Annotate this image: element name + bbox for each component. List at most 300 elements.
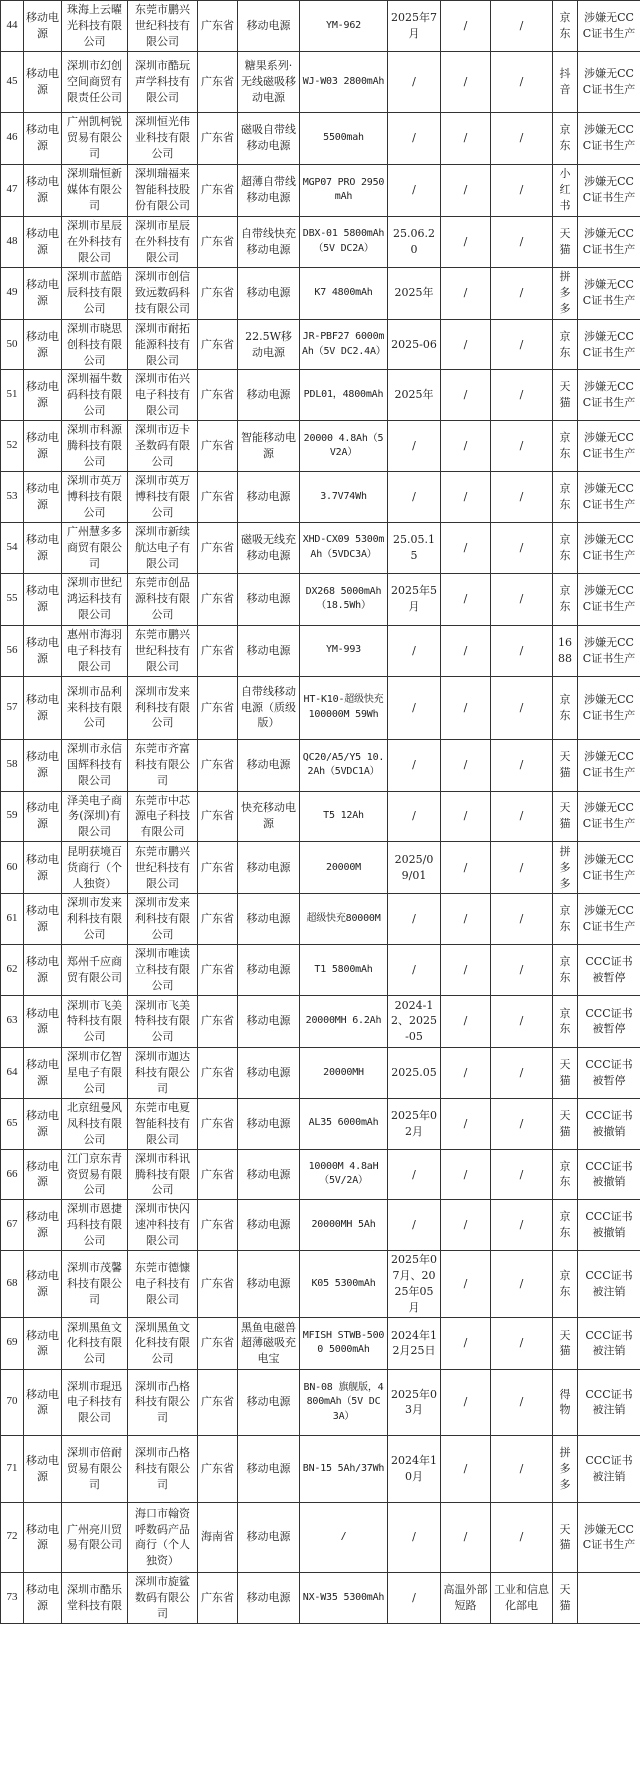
province-cell: 广东省 xyxy=(198,894,238,945)
model-spec-cell: WJ-W03 2800mAh xyxy=(300,51,388,112)
seller-name-cell: 泽美电子商务(深圳)有限公司 xyxy=(62,791,128,842)
platform-cell: 天猫 xyxy=(553,1572,578,1623)
production-date-cell: 2024年10月 xyxy=(388,1435,441,1502)
table-row xyxy=(1,51,640,112)
seller-name-cell: 深圳市酷乐堂科技有限 xyxy=(62,1572,128,1623)
seller-name-cell: 广州慧多多商贸有限公司 xyxy=(62,522,128,573)
test-agency-cell: / xyxy=(491,676,553,739)
manufacturer-name-cell: 东莞市创品源科技有限公司 xyxy=(128,573,198,625)
product-name-cell: 移动电源 xyxy=(24,216,62,267)
seller-name-cell: 广州亮川贸易有限公司 xyxy=(62,1502,128,1572)
table-row xyxy=(1,894,640,945)
product-category-cell: 移动电源 xyxy=(238,1149,300,1200)
product-category-cell: 移动电源 xyxy=(238,842,300,894)
remark-cell: 涉嫌无CCC证书生产 xyxy=(578,1,640,52)
product-category-cell: 自带线快充移动电源 xyxy=(238,216,300,267)
production-date-cell: / xyxy=(388,472,441,523)
seller-name-cell: 深圳市琨迅电子科技有限公司 xyxy=(62,1369,128,1435)
platform-cell: 天猫 xyxy=(553,1317,578,1369)
product-category-cell: 移动电源 xyxy=(238,472,300,523)
row-number-cell: 47 xyxy=(1,164,24,216)
remark-cell: CCC证书被暂停 xyxy=(578,945,640,996)
model-spec-cell: 20000M xyxy=(300,842,388,894)
failed-item-cell: / xyxy=(441,1098,491,1149)
row-number-cell: 69 xyxy=(1,1317,24,1369)
platform-cell: 1688 xyxy=(553,625,578,676)
province-cell: 广东省 xyxy=(198,522,238,573)
table-row xyxy=(1,945,640,996)
manufacturer-name-cell: 深圳市酷玩声学科技有限公司 xyxy=(128,51,198,112)
province-cell: 广东省 xyxy=(198,1572,238,1623)
failed-item-cell: / xyxy=(441,319,491,370)
product-category-cell: 移动电源 xyxy=(238,1502,300,1572)
platform-cell: 京东 xyxy=(553,1149,578,1200)
province-cell: 广东省 xyxy=(198,51,238,112)
production-date-cell: 2025年07月、2025年05月 xyxy=(388,1251,441,1318)
failed-item-cell: / xyxy=(441,842,491,894)
seller-name-cell: 郑州千应商贸有限公司 xyxy=(62,945,128,996)
product-category-cell: 移动电源 xyxy=(238,739,300,791)
test-agency-cell: / xyxy=(491,1317,553,1369)
product-name-cell: 移动电源 xyxy=(24,842,62,894)
platform-cell: 拼多多 xyxy=(553,1435,578,1502)
model-spec-cell: 3.7V74Wh xyxy=(300,472,388,523)
seller-name-cell: 深圳市品利来科技有限公司 xyxy=(62,676,128,739)
manufacturer-name-cell: 深圳市佑兴电子科技有限公司 xyxy=(128,370,198,421)
model-spec-cell: / xyxy=(300,1502,388,1572)
manufacturer-name-cell: 深圳市迈卡圣数码有限公司 xyxy=(128,421,198,472)
model-spec-cell: 10000M 4.8aH（5V/2A） xyxy=(300,1149,388,1200)
row-number-cell: 45 xyxy=(1,51,24,112)
production-date-cell: / xyxy=(388,1149,441,1200)
platform-cell: 天猫 xyxy=(553,1098,578,1149)
model-spec-cell: NX-W35 5300mAh xyxy=(300,1572,388,1623)
province-cell: 广东省 xyxy=(198,676,238,739)
model-spec-cell: T5 12Ah xyxy=(300,791,388,842)
seller-name-cell: 深圳市亿智星电子有限公司 xyxy=(62,1047,128,1098)
manufacturer-name-cell: 深圳市英万博科技有限公司 xyxy=(128,472,198,523)
manufacturer-name-cell: 深圳市科讯腾科技有限公司 xyxy=(128,1149,198,1200)
table-row xyxy=(1,1251,640,1318)
row-number-cell: 46 xyxy=(1,112,24,164)
failed-item-cell: / xyxy=(441,739,491,791)
product-name-cell: 移动电源 xyxy=(24,739,62,791)
manufacturer-name-cell: 深圳市发来利科技有限公司 xyxy=(128,894,198,945)
test-agency-cell: / xyxy=(491,739,553,791)
table-row xyxy=(1,370,640,421)
model-spec-cell: AL35 6000mAh xyxy=(300,1098,388,1149)
table-row xyxy=(1,1369,640,1435)
product-name-cell: 移动电源 xyxy=(24,164,62,216)
manufacturer-name-cell: 东莞市鹏兴世纪科技有限公司 xyxy=(128,1,198,52)
product-name-cell: 移动电源 xyxy=(24,319,62,370)
failed-item-cell: / xyxy=(441,1251,491,1318)
platform-cell: 天猫 xyxy=(553,216,578,267)
table-row xyxy=(1,1572,640,1623)
failed-item-cell: / xyxy=(441,1317,491,1369)
seller-name-cell: 深圳市科源腾科技有限公司 xyxy=(62,421,128,472)
platform-cell: 天猫 xyxy=(553,1047,578,1098)
model-spec-cell: DBX-01 5800mAh（5V DC2A） xyxy=(300,216,388,267)
remark-cell: 涉嫌无CCC证书生产 xyxy=(578,370,640,421)
seller-name-cell: 深圳市星辰在外科技有限公司 xyxy=(62,216,128,267)
failed-item-cell: / xyxy=(441,1149,491,1200)
province-cell: 广东省 xyxy=(198,1047,238,1098)
test-agency-cell: / xyxy=(491,164,553,216)
production-date-cell: 2025年03月 xyxy=(388,1369,441,1435)
test-agency-cell: / xyxy=(491,1098,553,1149)
seller-name-cell: 深圳市幻创空间商贸有限责任公司 xyxy=(62,51,128,112)
manufacturer-name-cell: 深圳恒光伟业科技有限公司 xyxy=(128,112,198,164)
test-agency-cell: / xyxy=(491,791,553,842)
platform-cell: 京东 xyxy=(553,1251,578,1318)
province-cell: 广东省 xyxy=(198,1098,238,1149)
manufacturer-name-cell: 深圳市旋鲨数码有限公司 xyxy=(128,1572,198,1623)
remark-cell: 涉嫌无CCC证书生产 xyxy=(578,573,640,625)
manufacturer-name-cell: 海口市翰资呼数码产品商行（个人独资） xyxy=(128,1502,198,1572)
failed-item-cell: / xyxy=(441,791,491,842)
model-spec-cell: MFISH STWB-5000 5000mAh xyxy=(300,1317,388,1369)
table-row xyxy=(1,112,640,164)
province-cell: 广东省 xyxy=(198,995,238,1047)
product-name-cell: 移动电源 xyxy=(24,1572,62,1623)
platform-cell: 京东 xyxy=(553,894,578,945)
row-number-cell: 73 xyxy=(1,1572,24,1623)
province-cell: 广东省 xyxy=(198,267,238,319)
failed-item-cell: / xyxy=(441,112,491,164)
seller-name-cell: 江门京东青资贸易有限公司 xyxy=(62,1149,128,1200)
platform-cell: 京东 xyxy=(553,1,578,52)
production-date-cell: 2025-06 xyxy=(388,319,441,370)
row-number-cell: 68 xyxy=(1,1251,24,1318)
model-spec-cell: 超级快充80000M xyxy=(300,894,388,945)
test-agency-cell: / xyxy=(491,51,553,112)
manufacturer-name-cell: 东莞市中芯源电子科技有限公司 xyxy=(128,791,198,842)
failed-item-cell: / xyxy=(441,1435,491,1502)
production-date-cell: 2025年5月 xyxy=(388,573,441,625)
product-category-cell: 移动电源 xyxy=(238,1200,300,1251)
remark-cell: 涉嫌无CCC证书生产 xyxy=(578,216,640,267)
remark-cell: 涉嫌无CCC证书生产 xyxy=(578,51,640,112)
province-cell: 广东省 xyxy=(198,1435,238,1502)
product-category-cell: 移动电源 xyxy=(238,573,300,625)
product-name-cell: 移动电源 xyxy=(24,625,62,676)
failed-item-cell: / xyxy=(441,370,491,421)
row-number-cell: 57 xyxy=(1,676,24,739)
product-category-cell: 自带线移动电源（质级版） xyxy=(238,676,300,739)
failed-item-cell: / xyxy=(441,216,491,267)
model-spec-cell: HT-K10-超级快充100000M 59Wh xyxy=(300,676,388,739)
product-category-cell: 移动电源 xyxy=(238,625,300,676)
province-cell: 广东省 xyxy=(198,421,238,472)
test-agency-cell: / xyxy=(491,267,553,319)
table-row xyxy=(1,625,640,676)
remark-cell: CCC证书被注销 xyxy=(578,1435,640,1502)
platform-cell: 天猫 xyxy=(553,739,578,791)
failed-item-cell: / xyxy=(441,522,491,573)
failed-item-cell: / xyxy=(441,995,491,1047)
model-spec-cell: 20000MH 6.2Ah xyxy=(300,995,388,1047)
product-category-cell: 移动电源 xyxy=(238,1098,300,1149)
product-category-cell: 快充移动电源 xyxy=(238,791,300,842)
row-number-cell: 63 xyxy=(1,995,24,1047)
test-agency-cell: / xyxy=(491,842,553,894)
province-cell: 广东省 xyxy=(198,625,238,676)
row-number-cell: 65 xyxy=(1,1098,24,1149)
product-name-cell: 移动电源 xyxy=(24,112,62,164)
product-name-cell: 移动电源 xyxy=(24,51,62,112)
model-spec-cell: MGP07 PRO 2950mAh xyxy=(300,164,388,216)
model-spec-cell: JR-PBF27 6000mAh（5V DC2.4A） xyxy=(300,319,388,370)
product-category-cell: 移动电源 xyxy=(238,267,300,319)
test-agency-cell: / xyxy=(491,1435,553,1502)
seller-name-cell: 深圳福牛数码科技有限公司 xyxy=(62,370,128,421)
production-date-cell: / xyxy=(388,739,441,791)
table-row xyxy=(1,1317,640,1369)
remark-cell: CCC证书被暂停 xyxy=(578,1047,640,1098)
product-name-cell: 移动电源 xyxy=(24,1047,62,1098)
row-number-cell: 50 xyxy=(1,319,24,370)
product-category-cell: 移动电源 xyxy=(238,370,300,421)
table-row xyxy=(1,1502,640,1572)
row-number-cell: 72 xyxy=(1,1502,24,1572)
seller-name-cell: 珠海上云曜光科技有限公司 xyxy=(62,1,128,52)
table-row xyxy=(1,791,640,842)
production-date-cell: 2025.05 xyxy=(388,1047,441,1098)
test-agency-cell: / xyxy=(491,995,553,1047)
test-agency-cell: / xyxy=(491,573,553,625)
product-name-cell: 移动电源 xyxy=(24,1502,62,1572)
model-spec-cell: YM-962 xyxy=(300,1,388,52)
province-cell: 广东省 xyxy=(198,1,238,52)
remark-cell: 涉嫌无CCC证书生产 xyxy=(578,267,640,319)
production-date-cell: 25.05.15 xyxy=(388,522,441,573)
manufacturer-name-cell: 东莞市鹏兴世纪科技有限公司 xyxy=(128,625,198,676)
production-date-cell: / xyxy=(388,1572,441,1623)
product-name-cell: 移动电源 xyxy=(24,370,62,421)
table-row xyxy=(1,1047,640,1098)
remark-cell: CCC证书被撤销 xyxy=(578,1149,640,1200)
test-agency-cell: / xyxy=(491,894,553,945)
failed-item-cell: / xyxy=(441,1369,491,1435)
product-name-cell: 移动电源 xyxy=(24,522,62,573)
test-agency-cell: / xyxy=(491,522,553,573)
test-agency-cell: / xyxy=(491,945,553,996)
failed-item-cell: / xyxy=(441,625,491,676)
platform-cell: 京东 xyxy=(553,112,578,164)
product-category-cell: 糖果系列·无线磁吸移动电源 xyxy=(238,51,300,112)
row-number-cell: 44 xyxy=(1,1,24,52)
row-number-cell: 54 xyxy=(1,522,24,573)
product-category-cell: 移动电源 xyxy=(238,995,300,1047)
product-name-cell: 移动电源 xyxy=(24,1369,62,1435)
remark-cell: CCC证书被注销 xyxy=(578,1251,640,1318)
test-agency-cell: / xyxy=(491,216,553,267)
seller-name-cell: 昆明获境百货商行（个人独资） xyxy=(62,842,128,894)
remark-cell: 涉嫌无CCC证书生产 xyxy=(578,164,640,216)
province-cell: 广东省 xyxy=(198,791,238,842)
production-date-cell: 2025/09/01 xyxy=(388,842,441,894)
failed-item-cell: / xyxy=(441,421,491,472)
product-name-cell: 移动电源 xyxy=(24,1317,62,1369)
table-row xyxy=(1,319,640,370)
remark-cell: 涉嫌无CCC证书生产 xyxy=(578,894,640,945)
test-agency-cell: 工业和信息化部电 xyxy=(491,1572,553,1623)
province-cell: 广东省 xyxy=(198,164,238,216)
production-date-cell: / xyxy=(388,676,441,739)
platform-cell: 京东 xyxy=(553,995,578,1047)
product-category-cell: 22.5W移动电源 xyxy=(238,319,300,370)
failed-item-cell: / xyxy=(441,945,491,996)
failed-item-cell: / xyxy=(441,1047,491,1098)
model-spec-cell: 20000 4.8Ah（5V2A） xyxy=(300,421,388,472)
row-number-cell: 51 xyxy=(1,370,24,421)
row-number-cell: 53 xyxy=(1,472,24,523)
test-agency-cell: / xyxy=(491,625,553,676)
model-spec-cell: 5500mah xyxy=(300,112,388,164)
product-category-cell: 移动电源 xyxy=(238,1369,300,1435)
remark-cell: CCC证书被注销 xyxy=(578,1369,640,1435)
remark-cell: 涉嫌无CCC证书生产 xyxy=(578,739,640,791)
table-row xyxy=(1,472,640,523)
production-date-cell: / xyxy=(388,625,441,676)
row-number-cell: 59 xyxy=(1,791,24,842)
seller-name-cell: 深圳市晓思创科技有限公司 xyxy=(62,319,128,370)
province-cell: 广东省 xyxy=(198,1200,238,1251)
product-category-cell: 超薄自带线移动电源 xyxy=(238,164,300,216)
product-name-cell: 移动电源 xyxy=(24,1435,62,1502)
province-cell: 广东省 xyxy=(198,319,238,370)
product-name-cell: 移动电源 xyxy=(24,995,62,1047)
platform-cell: 抖音 xyxy=(553,51,578,112)
model-spec-cell: PDL01，4800mAh xyxy=(300,370,388,421)
table-row xyxy=(1,1435,640,1502)
row-number-cell: 60 xyxy=(1,842,24,894)
remark-cell: 涉嫌无CCC证书生产 xyxy=(578,625,640,676)
seller-name-cell: 深圳黑鱼文化科技有限公司 xyxy=(62,1317,128,1369)
province-cell: 广东省 xyxy=(198,945,238,996)
seller-name-cell: 惠州市海羽电子科技有限公司 xyxy=(62,625,128,676)
province-cell: 广东省 xyxy=(198,472,238,523)
model-spec-cell: BN-08 旗舰版，4800mAh（5V DC 3A） xyxy=(300,1369,388,1435)
remark-cell: 涉嫌无CCC证书生产 xyxy=(578,112,640,164)
seller-name-cell: 北京纽曼风凤科技有限公司 xyxy=(62,1098,128,1149)
failed-item-cell: / xyxy=(441,894,491,945)
failed-item-cell: 高温外部短路 xyxy=(441,1572,491,1623)
product-category-cell: 磁吸无线充移动电源 xyxy=(238,522,300,573)
row-number-cell: 67 xyxy=(1,1200,24,1251)
production-date-cell: 2025年 xyxy=(388,267,441,319)
failed-item-cell: / xyxy=(441,676,491,739)
province-cell: 广东省 xyxy=(198,370,238,421)
test-agency-cell: / xyxy=(491,1149,553,1200)
test-agency-cell: / xyxy=(491,472,553,523)
seller-name-cell: 深圳瑞恒新媒体有限公司 xyxy=(62,164,128,216)
production-date-cell: / xyxy=(388,421,441,472)
product-category-cell: 移动电源 xyxy=(238,945,300,996)
remark-cell: 涉嫌无CCC证书生产 xyxy=(578,1502,640,1572)
table-row xyxy=(1,164,640,216)
model-spec-cell: K05 5300mAh xyxy=(300,1251,388,1318)
remark-cell: 涉嫌无CCC证书生产 xyxy=(578,472,640,523)
seller-name-cell: 深圳市永信国辉科技有限公司 xyxy=(62,739,128,791)
platform-cell: 京东 xyxy=(553,421,578,472)
remark-cell: 涉嫌无CCC证书生产 xyxy=(578,842,640,894)
product-name-cell: 移动电源 xyxy=(24,267,62,319)
province-cell: 海南省 xyxy=(198,1502,238,1572)
production-date-cell: 25.06.20 xyxy=(388,216,441,267)
test-agency-cell: / xyxy=(491,1047,553,1098)
remark-cell: 涉嫌无CCC证书生产 xyxy=(578,319,640,370)
manufacturer-name-cell: 深圳市飞美特科技有限公司 xyxy=(128,995,198,1047)
product-name-cell: 移动电源 xyxy=(24,573,62,625)
seller-name-cell: 深圳市恩捷玛科技有限公司 xyxy=(62,1200,128,1251)
seller-name-cell: 广州凯柯锐贸易有限公司 xyxy=(62,112,128,164)
platform-cell: 京东 xyxy=(553,319,578,370)
test-agency-cell: / xyxy=(491,1502,553,1572)
model-spec-cell: XHD-CX09 5300mAh（5VDC3A） xyxy=(300,522,388,573)
manufacturer-name-cell: 深圳市新续航达电子有限公司 xyxy=(128,522,198,573)
failed-item-cell: / xyxy=(441,51,491,112)
remark-cell: CCC证书被撤销 xyxy=(578,1098,640,1149)
remark-cell: 涉嫌无CCC证书生产 xyxy=(578,791,640,842)
table-row xyxy=(1,1,640,52)
remark-cell: CCC证书被暂停 xyxy=(578,995,640,1047)
row-number-cell: 49 xyxy=(1,267,24,319)
platform-cell: 京东 xyxy=(553,522,578,573)
seller-name-cell: 深圳市倍耐贸易有限公司 xyxy=(62,1435,128,1502)
manufacturer-name-cell: 深圳黑鱼文化科技有限公司 xyxy=(128,1317,198,1369)
remark-cell: 涉嫌无CCC证书生产 xyxy=(578,421,640,472)
failed-item-cell: / xyxy=(441,573,491,625)
production-date-cell: / xyxy=(388,791,441,842)
seller-name-cell: 深圳市蓝皓辰科技有限公司 xyxy=(62,267,128,319)
product-category-cell: 智能移动电源 xyxy=(238,421,300,472)
test-agency-cell: / xyxy=(491,1251,553,1318)
manufacturer-name-cell: 深圳市凸格科技有限公司 xyxy=(128,1369,198,1435)
failed-item-cell: / xyxy=(441,472,491,523)
test-agency-cell: / xyxy=(491,1200,553,1251)
product-name-cell: 移动电源 xyxy=(24,1149,62,1200)
product-name-cell: 移动电源 xyxy=(24,945,62,996)
production-date-cell: / xyxy=(388,51,441,112)
product-category-cell: 黑鱼电磁兽超薄磁吸充电宝 xyxy=(238,1317,300,1369)
manufacturer-name-cell: 深圳市迦达科技有限公司 xyxy=(128,1047,198,1098)
product-category-cell: 移动电源 xyxy=(238,1,300,52)
platform-cell: 京东 xyxy=(553,945,578,996)
product-category-cell: 移动电源 xyxy=(238,894,300,945)
table-row xyxy=(1,1200,640,1251)
table-row xyxy=(1,1098,640,1149)
manufacturer-name-cell: 深圳瑞福来智能科技股份有限公司 xyxy=(128,164,198,216)
province-cell: 广东省 xyxy=(198,1251,238,1318)
manufacturer-name-cell: 东莞市齐富科技有限公司 xyxy=(128,739,198,791)
manufacturer-name-cell: 深圳市发来利科技有限公司 xyxy=(128,676,198,739)
production-date-cell: 2025年02月 xyxy=(388,1098,441,1149)
model-spec-cell: YM-993 xyxy=(300,625,388,676)
production-date-cell: / xyxy=(388,894,441,945)
manufacturer-name-cell: 深圳市快闪速冲科技有限公司 xyxy=(128,1200,198,1251)
platform-cell: 得物 xyxy=(553,1369,578,1435)
province-cell: 广东省 xyxy=(198,842,238,894)
product-category-cell: 移动电源 xyxy=(238,1251,300,1318)
product-name-cell: 移动电源 xyxy=(24,1098,62,1149)
product-name-cell: 移动电源 xyxy=(24,894,62,945)
table-row xyxy=(1,421,640,472)
product-name-cell: 移动电源 xyxy=(24,1200,62,1251)
test-agency-cell: / xyxy=(491,370,553,421)
platform-cell: 小红书 xyxy=(553,164,578,216)
